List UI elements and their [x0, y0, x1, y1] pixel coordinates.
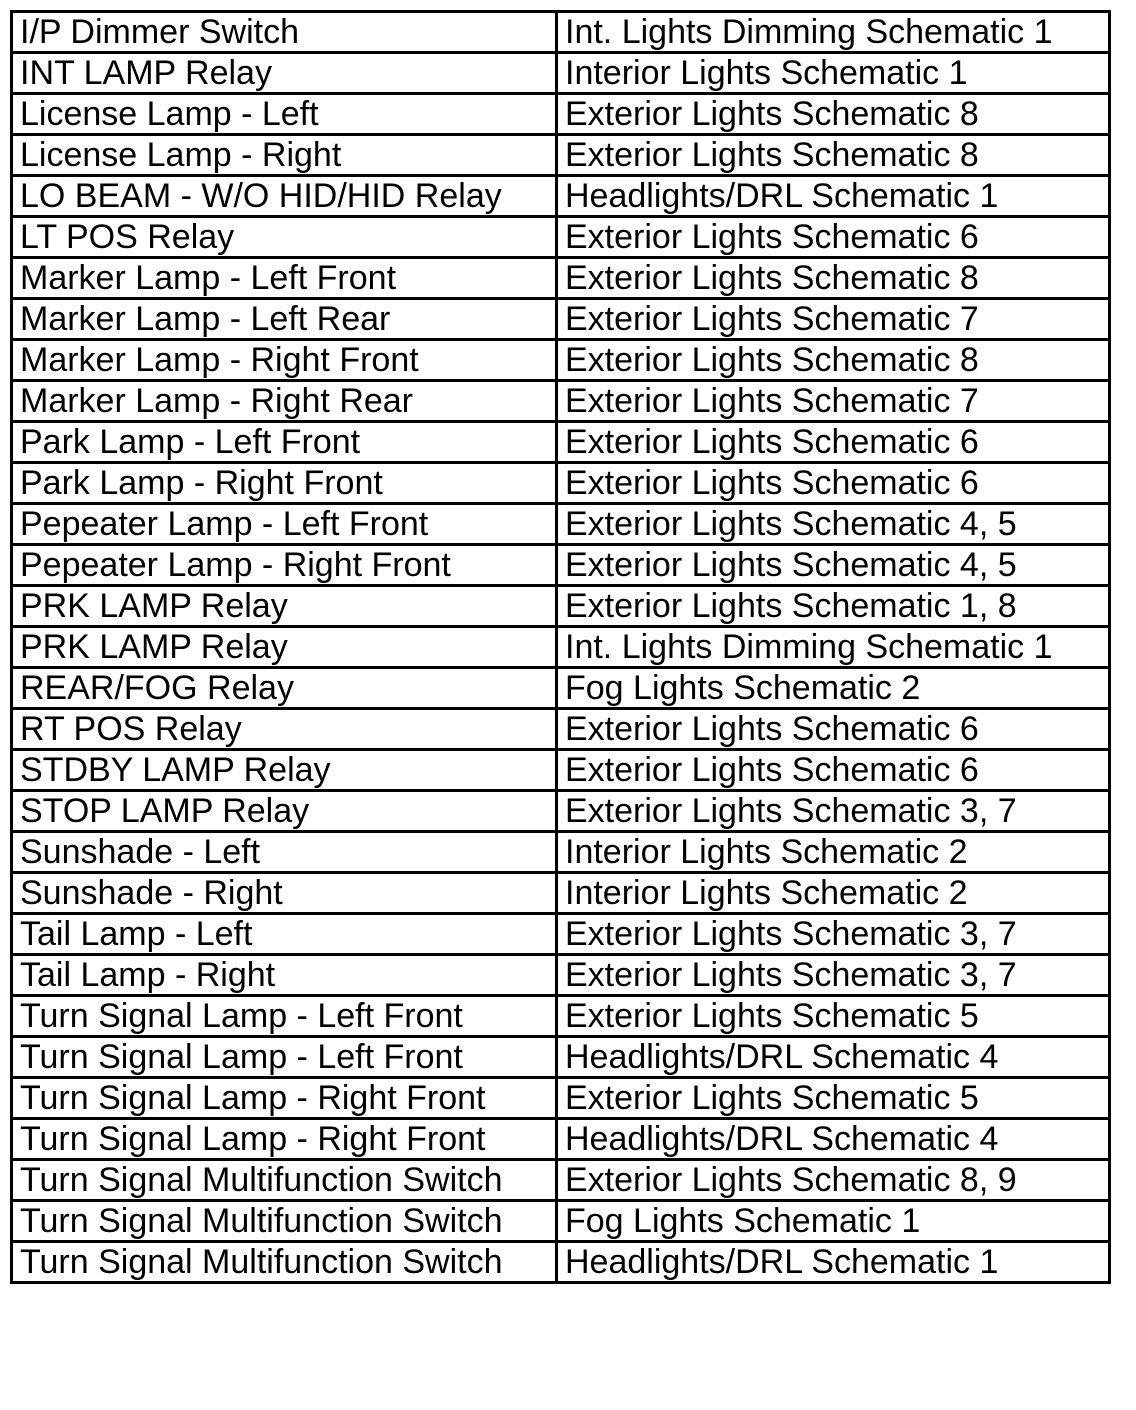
- table-row: [12, 996, 1110, 1037]
- schematic-cell: Headlights/DRL Schematic 4: [557, 1119, 1110, 1160]
- schematic-cell: Exterior Lights Schematic 3, 7: [557, 914, 1110, 955]
- component-cell: Park Lamp - Left Front: [12, 422, 557, 463]
- table-row: [12, 504, 1110, 545]
- table-row: [12, 627, 1110, 668]
- table-row: [12, 422, 1110, 463]
- schematic-cell: Exterior Lights Schematic 8: [557, 258, 1110, 299]
- table-row: [12, 668, 1110, 709]
- table-row: [12, 709, 1110, 750]
- component-cell: Pepeater Lamp - Right Front: [12, 545, 557, 586]
- schematic-cell: Interior Lights Schematic 2: [557, 832, 1110, 873]
- schematic-cell: Exterior Lights Schematic 6: [557, 750, 1110, 791]
- component-cell: Pepeater Lamp - Left Front: [12, 504, 557, 545]
- component-cell: REAR/FOG Relay: [12, 668, 557, 709]
- table-row: [12, 545, 1110, 586]
- component-cell: Turn Signal Lamp - Left Front: [12, 1037, 557, 1078]
- table-row: [12, 176, 1110, 217]
- schematic-cell: Exterior Lights Schematic 6: [557, 463, 1110, 504]
- component-cell: Turn Signal Lamp - Right Front: [12, 1078, 557, 1119]
- schematic-cell: Headlights/DRL Schematic 4: [557, 1037, 1110, 1078]
- schematic-cell: Exterior Lights Schematic 4, 5: [557, 545, 1110, 586]
- component-cell: Marker Lamp - Left Rear: [12, 299, 557, 340]
- component-cell: Sunshade - Right: [12, 873, 557, 914]
- table-row: [12, 135, 1110, 176]
- schematic-cell: Exterior Lights Schematic 5: [557, 996, 1110, 1037]
- schematic-cell: Exterior Lights Schematic 6: [557, 217, 1110, 258]
- schematic-cell: Exterior Lights Schematic 8: [557, 340, 1110, 381]
- table-row: [12, 1119, 1110, 1160]
- component-cell: Marker Lamp - Right Front: [12, 340, 557, 381]
- table-row: [12, 791, 1110, 832]
- component-cell: LT POS Relay: [12, 217, 557, 258]
- table-row: [12, 832, 1110, 873]
- schematic-cell: Interior Lights Schematic 2: [557, 873, 1110, 914]
- schematic-cell: Exterior Lights Schematic 8: [557, 135, 1110, 176]
- component-cell: STOP LAMP Relay: [12, 791, 557, 832]
- schematic-cell: Int. Lights Dimming Schematic 1: [557, 12, 1110, 53]
- schematic-cell: Int. Lights Dimming Schematic 1: [557, 627, 1110, 668]
- schematic-cell: Exterior Lights Schematic 6: [557, 709, 1110, 750]
- component-cell: Turn Signal Multifunction Switch: [12, 1242, 557, 1283]
- component-cell: I/P Dimmer Switch: [12, 12, 557, 53]
- table-row: [12, 94, 1110, 135]
- component-cell: Turn Signal Lamp - Right Front: [12, 1119, 557, 1160]
- schematic-cell: Headlights/DRL Schematic 1: [557, 1242, 1110, 1283]
- schematic-cell: Exterior Lights Schematic 7: [557, 299, 1110, 340]
- schematic-cell: Exterior Lights Schematic 4, 5: [557, 504, 1110, 545]
- schematic-cell: Exterior Lights Schematic 1, 8: [557, 586, 1110, 627]
- table-row: [12, 217, 1110, 258]
- component-cell: RT POS Relay: [12, 709, 557, 750]
- table-body: [12, 12, 1110, 1283]
- component-cell: Marker Lamp - Right Rear: [12, 381, 557, 422]
- table-row: [12, 955, 1110, 996]
- table-row: [12, 873, 1110, 914]
- schematic-cell: Fog Lights Schematic 2: [557, 668, 1110, 709]
- table-row: [12, 586, 1110, 627]
- component-cell: LO BEAM - W/O HID/HID Relay: [12, 176, 557, 217]
- table-row: [12, 53, 1110, 94]
- component-cell: PRK LAMP Relay: [12, 586, 557, 627]
- schematic-cell: Exterior Lights Schematic 7: [557, 381, 1110, 422]
- component-cell: Tail Lamp - Left: [12, 914, 557, 955]
- table-row: [12, 1078, 1110, 1119]
- table-row: [12, 914, 1110, 955]
- component-cell: License Lamp - Left: [12, 94, 557, 135]
- schematic-cell: Exterior Lights Schematic 5: [557, 1078, 1110, 1119]
- component-cell: Marker Lamp - Left Front: [12, 258, 557, 299]
- table-row: [12, 1160, 1110, 1201]
- component-cell: STDBY LAMP Relay: [12, 750, 557, 791]
- component-cell: Turn Signal Lamp - Left Front: [12, 996, 557, 1037]
- table-row: [12, 12, 1110, 53]
- component-cell: PRK LAMP Relay: [12, 627, 557, 668]
- component-cell: Sunshade - Left: [12, 832, 557, 873]
- component-cell: Tail Lamp - Right: [12, 955, 557, 996]
- component-cell: Park Lamp - Right Front: [12, 463, 557, 504]
- component-cell: Turn Signal Multifunction Switch: [12, 1160, 557, 1201]
- component-schematic-table: [10, 10, 1111, 1284]
- schematic-cell: Interior Lights Schematic 1: [557, 53, 1110, 94]
- table-row: [12, 258, 1110, 299]
- schematic-cell: Fog Lights Schematic 1: [557, 1201, 1110, 1242]
- table-row: [12, 1201, 1110, 1242]
- schematic-cell: Headlights/DRL Schematic 1: [557, 176, 1110, 217]
- component-cell: Turn Signal Multifunction Switch: [12, 1201, 557, 1242]
- table-row: [12, 1037, 1110, 1078]
- table-row: [12, 340, 1110, 381]
- schematic-cell: Exterior Lights Schematic 3, 7: [557, 791, 1110, 832]
- table-row: [12, 1242, 1110, 1283]
- component-cell: License Lamp - Right: [12, 135, 557, 176]
- component-cell: INT LAMP Relay: [12, 53, 557, 94]
- schematic-cell: Exterior Lights Schematic 6: [557, 422, 1110, 463]
- table-row: [12, 463, 1110, 504]
- schematic-cell: Exterior Lights Schematic 8: [557, 94, 1110, 135]
- table-row: [12, 750, 1110, 791]
- table-row: [12, 381, 1110, 422]
- table-row: [12, 299, 1110, 340]
- schematic-cell: Exterior Lights Schematic 3, 7: [557, 955, 1110, 996]
- schematic-cell: Exterior Lights Schematic 8, 9: [557, 1160, 1110, 1201]
